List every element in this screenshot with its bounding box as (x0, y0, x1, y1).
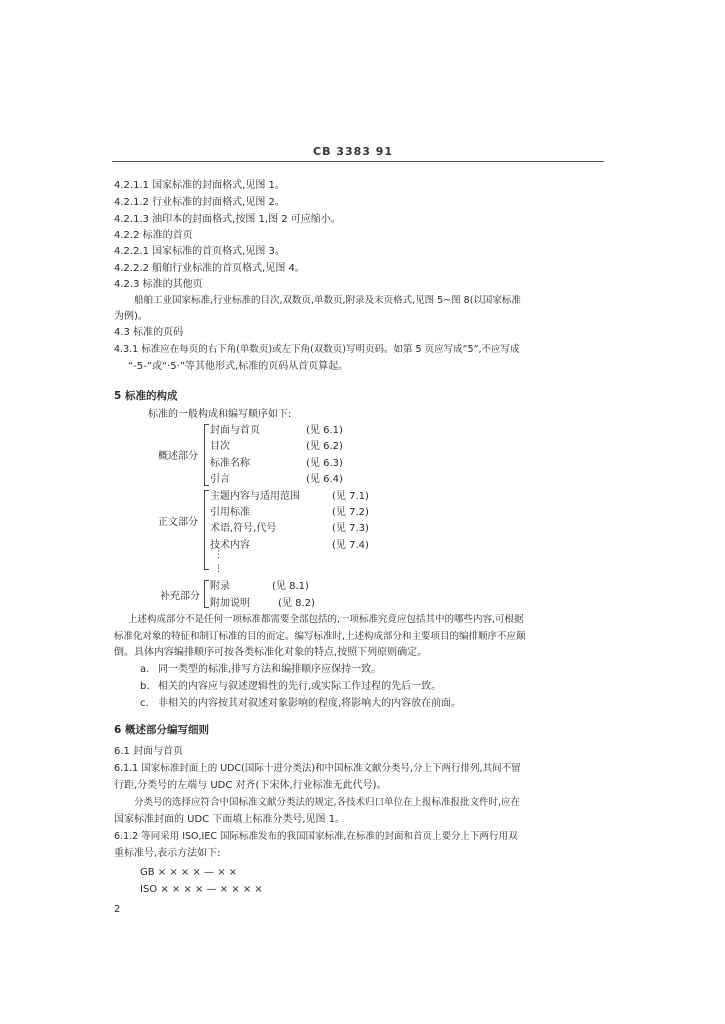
item-name: 术语,符号,代号 (210, 523, 277, 534)
brace-body (204, 490, 205, 570)
clause-4-3: 4.3 标准的页码 (114, 327, 184, 338)
group-label-body: 正文部分 (158, 517, 198, 528)
clause-4-2-2-1: 4.2.2.1 国家标准的首页格式,见图 3。 (114, 246, 285, 257)
item-ref: (见 8.1) (272, 581, 309, 592)
list-mark: b. (140, 681, 150, 692)
list-item: 非相关的内容按其对叙述对象影响的程度,将影响大的内容放在前面。 (158, 698, 462, 709)
item-name: 引言 (210, 474, 230, 485)
item-name: 附录 (210, 581, 230, 592)
section-6-title: 6 概述部分编写细则 (114, 724, 209, 736)
clause-4-2-1-1: 4.2.1.1 国家标准的封面格式,见图 1。 (114, 180, 285, 191)
clause-6-1-1-para-cont: 国家标准封面的 UDC 下面填上标准分类号,见图 1。 (114, 814, 346, 825)
clause-4-2-3-text: 船舶工业国家标准,行业标准的目次,双数页,单数页,附录及末页格式,见图 5~图 8(以国家标准 (134, 295, 521, 306)
list-mark: a. (140, 664, 150, 675)
clause-4-2-1-2: 4.2.1.2 行业标准的封面格式,见图 2。 (114, 197, 285, 208)
clause-4-2-2: 4.2.2 标准的首页 (114, 230, 193, 241)
section-5-paragraph: 标准化对象的特征和制订标准的目的而定。编写标准时,上述构成部分和主要项目的编排顺序不应颠 (114, 631, 526, 642)
item-name: 封面与首页 (210, 425, 260, 436)
item-name: 技术内容 (210, 540, 250, 551)
ellipsis-vertical: ⋮ (214, 564, 223, 574)
item-ref: (见 6.4) (306, 474, 343, 485)
section-5-paragraph: 倒。具体内容编排顺序可按各类标准化对象的特点,按照下列原则确定。 (114, 647, 428, 658)
clause-6-1-1-para: 分类号的选择应符合中国标准文献分类法的规定,各技术归口单位在上报标准报批文件时,应在 (134, 797, 521, 808)
header-rule (112, 161, 604, 162)
clause-6-1-1-cont: 行距,分类号的左端与 UDC 对齐(下宋体,行业标准无此代号)。 (114, 780, 387, 791)
item-name: 目次 (210, 441, 230, 452)
clause-4-2-2-2: 4.2.2.2 船舶行业标准的首页格式,见图 4。 (114, 263, 305, 274)
item-ref: (见 6.2) (306, 441, 343, 452)
item-ref: (见 7.4) (332, 540, 369, 551)
item-ref: (见 6.3) (306, 458, 343, 469)
item-ref: (见 7.3) (332, 523, 369, 534)
clause-4-2-3-text-cont: 为例)。 (114, 311, 148, 322)
item-name: 引用标准 (210, 507, 250, 518)
group-label-supplement: 补充部分 (160, 591, 200, 602)
item-ref: (见 7.1) (332, 491, 369, 502)
item-ref: (见 6.1) (306, 425, 343, 436)
item-name: 附加说明 (210, 598, 250, 609)
clause-6-1-1: 6.1.1 国家标准封面上的 UDC(国际十进分类法)和中国标准文献分类号,分上下两行排列,其间不留 (114, 763, 521, 774)
dual-standard-number-iso: ISO × × × × — × × × × (140, 884, 263, 895)
brace-overview (204, 424, 205, 486)
clause-4-3-1: 4.3.1 标准应在每页的右下角(单数页)或左下角(双数页)写明页码。如第 5 页应写成“5”,不应写成 (114, 344, 520, 355)
clause-4-2-3: 4.2.3 标准的其他页 (114, 279, 203, 290)
list-mark: c. (140, 698, 149, 709)
clause-6-1: 6.1 封面与首页 (114, 746, 184, 757)
clause-6-1-2: 6.1.2 等同采用 ISO,IEC 国际标准发布的我国国家标准,在标准的封面和首页上要分上下两行用双 (114, 831, 518, 842)
list-item: 相关的内容应与叙述逻辑性的先行,或实际工作过程的先后一致。 (158, 681, 442, 692)
clause-4-2-1-3: 4.2.1.3 油印本的封面格式,按图 1,图 2 可应缩小。 (114, 214, 341, 225)
item-ref: (见 7.2) (332, 507, 369, 518)
section-5-title: 5 标准的构成 (114, 390, 178, 402)
section-5-paragraph: 上述构成部分不是任何一项标准都需要全部包括的,一项标准究竟应包括其中的哪些内容,可根据 (128, 614, 524, 625)
dual-standard-number-gb: GB × × × × — × × (140, 867, 238, 878)
section-5-intro: 标准的一般构成和编写顺序如下: (148, 409, 292, 420)
standard-number-header: CB 3383 91 (313, 145, 394, 158)
item-name: 标准名称 (210, 458, 250, 469)
item-name: 主题内容与适用范围 (210, 491, 300, 502)
page-number: 2 (114, 904, 121, 915)
item-ref: (见 8.2) (278, 598, 315, 609)
clause-4-3-1-cont: “-5-”或“·5·”等其他形式,标准的页码从首页算起。 (128, 361, 349, 372)
clause-6-1-2-cont: 重标准号,表示方法如下: (114, 848, 221, 859)
brace-supplement (204, 580, 205, 608)
list-item: 同一类型的标准,排写方法和编排顺序应保持一致。 (158, 664, 382, 675)
ellipsis-vertical: ⋮ (214, 550, 223, 560)
group-label-overview: 概述部分 (158, 451, 198, 462)
